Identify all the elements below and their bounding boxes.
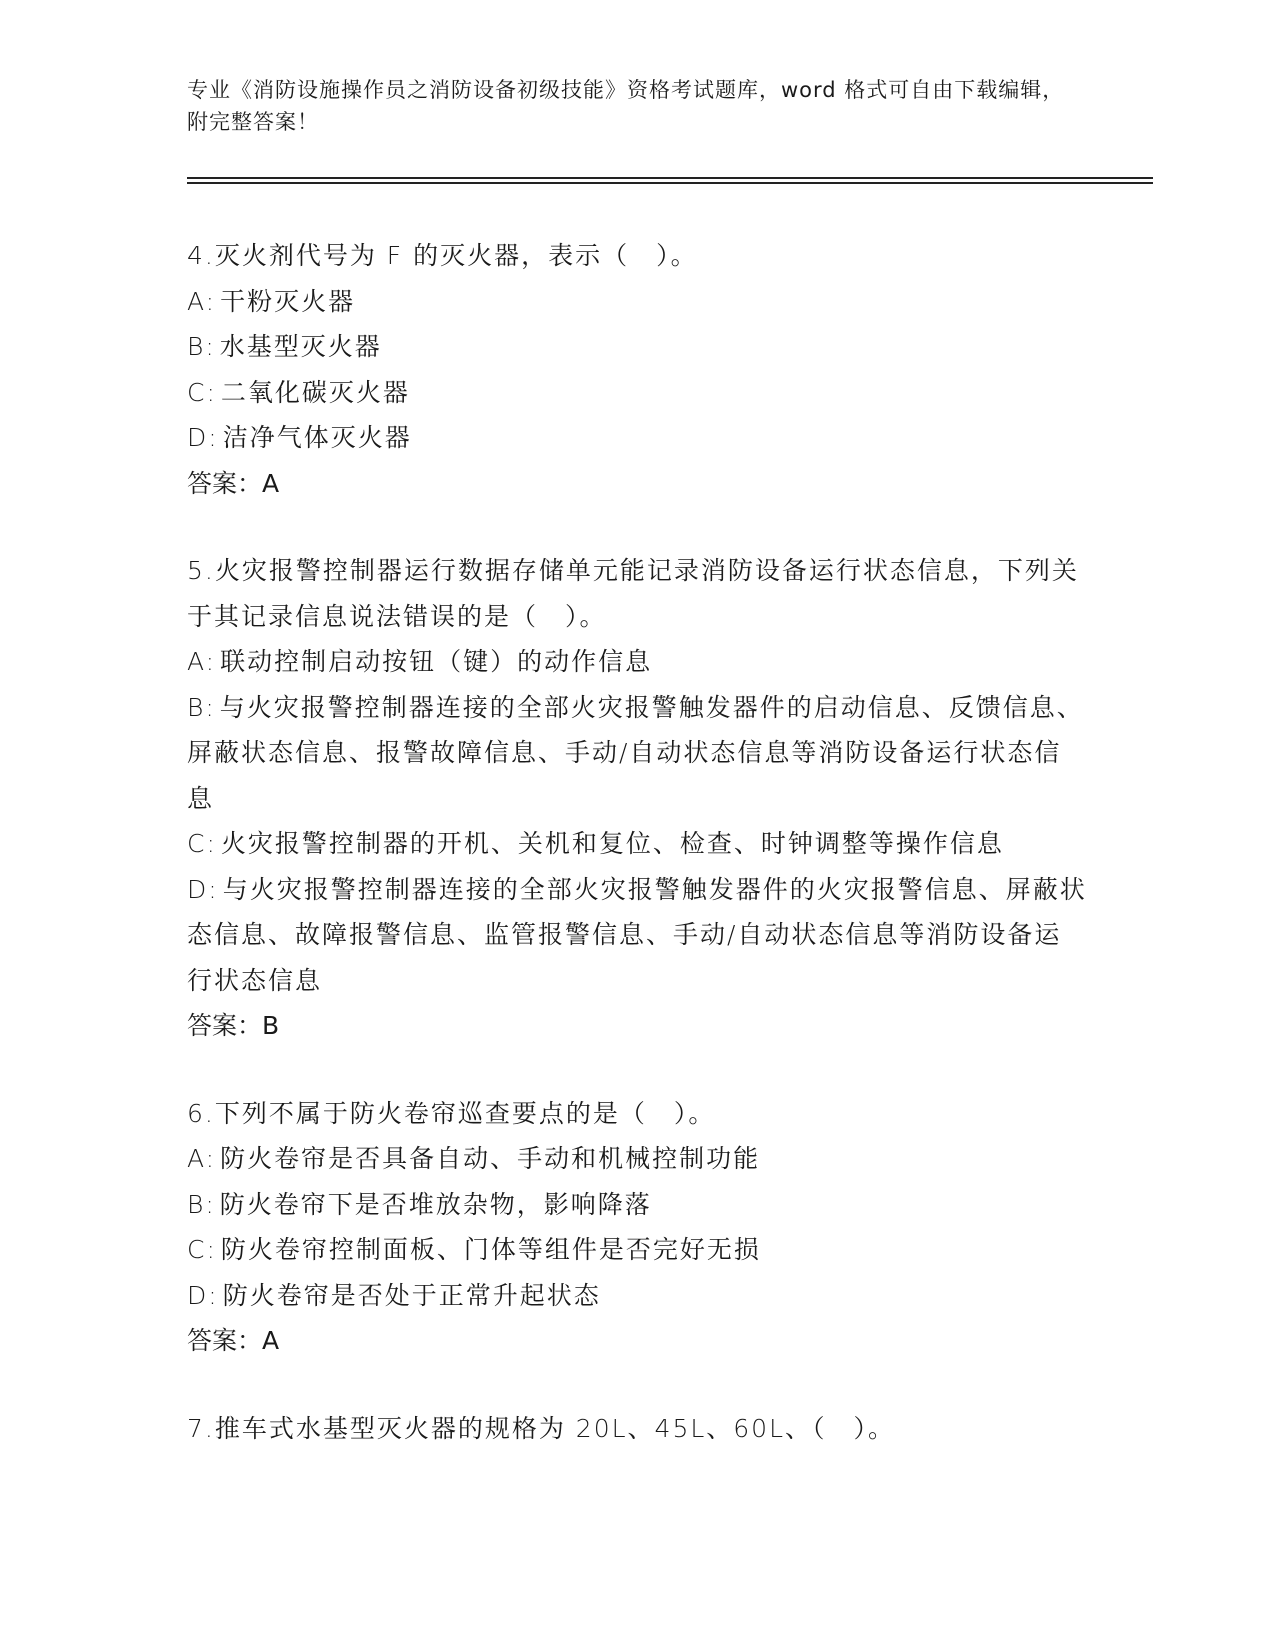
option-text: 二氧化碳灭火器 [220, 377, 410, 407]
question-list [187, 233, 1087, 1493]
option-key: D: [187, 1280, 219, 1310]
option-key: C: [187, 377, 217, 407]
option-key: B: [187, 692, 216, 722]
option-key: A: [187, 286, 217, 316]
answer: 答案：B [187, 1011, 280, 1040]
option-d [187, 867, 1087, 1004]
option-key: C: [187, 1235, 217, 1264]
question-stem: 6.下列不属于防火卷帘巡查要点的是（ ）。 [187, 1098, 716, 1128]
answer: 答案：A [187, 468, 280, 498]
option-a [187, 639, 1087, 685]
option-text: 防火卷帘下是否堆放杂物，影响降落 [219, 1189, 652, 1219]
option-key: C: [187, 829, 217, 858]
option-text: 联动控制启动按钮（键）的动作信息 [220, 647, 653, 676]
option-d [187, 415, 1087, 461]
option-key: B: [187, 332, 216, 361]
question-4 [187, 233, 1087, 506]
question-stem: 4.灭火剂代号为 F 的灭火器，表示（ ）。 [187, 241, 698, 270]
option-b [187, 324, 1087, 370]
question-7 [187, 1406, 1087, 1452]
option-c [187, 370, 1087, 416]
option-c [187, 821, 1087, 867]
option-a [187, 1136, 1087, 1182]
option-c [187, 1227, 1087, 1273]
header-rule-top [187, 177, 1153, 179]
option-text: 水基型灭火器 [219, 332, 382, 361]
document-header: 专业《消防设施操作员之消防设备初级技能》资格考试题库，word 格式可自由下载编辑，附完整答案！ [187, 78, 1065, 134]
option-text: 干粉灭火器 [220, 286, 356, 316]
option-text: 洁净气体灭火器 [222, 423, 412, 452]
option-d [187, 1273, 1087, 1319]
answer: 答案：A [187, 1326, 280, 1355]
option-key: D: [187, 423, 219, 452]
option-text: 防火卷帘控制面板、门体等组件是否完好无损 [220, 1235, 761, 1264]
option-text: 防火卷帘是否具备自动、手动和机械控制功能 [220, 1144, 761, 1173]
option-key: B: [187, 1189, 216, 1219]
option-a [187, 279, 1087, 325]
option-key: D: [187, 874, 219, 904]
option-text: 防火卷帘是否处于正常升起状态 [222, 1280, 601, 1310]
option-key: A: [187, 1144, 217, 1173]
option-text: 火灾报警控制器的开机、关机和复位、检查、时钟调整等操作信息 [220, 829, 1004, 858]
option-text: 与火灾报警控制器连接的全部火灾报警触发器件的火灾报警信息、屏蔽状态信息、故障报警信息、监管报警信息、手动/自动状态信息等消防设备运行状态信息 [187, 874, 1087, 995]
option-key: A: [187, 647, 217, 676]
question-stem: 7.推车式水基型灭火器的规格为 20L、45L、60L、（ ）。 [187, 1413, 896, 1443]
option-b [187, 1182, 1087, 1228]
question-5 [187, 548, 1087, 1049]
question-6 [187, 1091, 1087, 1364]
header-rule-bottom [187, 182, 1153, 184]
option-b [187, 685, 1087, 822]
question-stem: 5.火灾报警控制器运行数据存储单元能记录消防设备运行状态信息，下列关于其记录信息说法错误的是（ ）。 [187, 556, 1079, 631]
option-text: 与火灾报警控制器连接的全部火灾报警触发器件的启动信息、反馈信息、屏蔽状态信息、报警故障信息、手动/自动状态信息等消防设备运行状态信息 [187, 692, 1084, 813]
